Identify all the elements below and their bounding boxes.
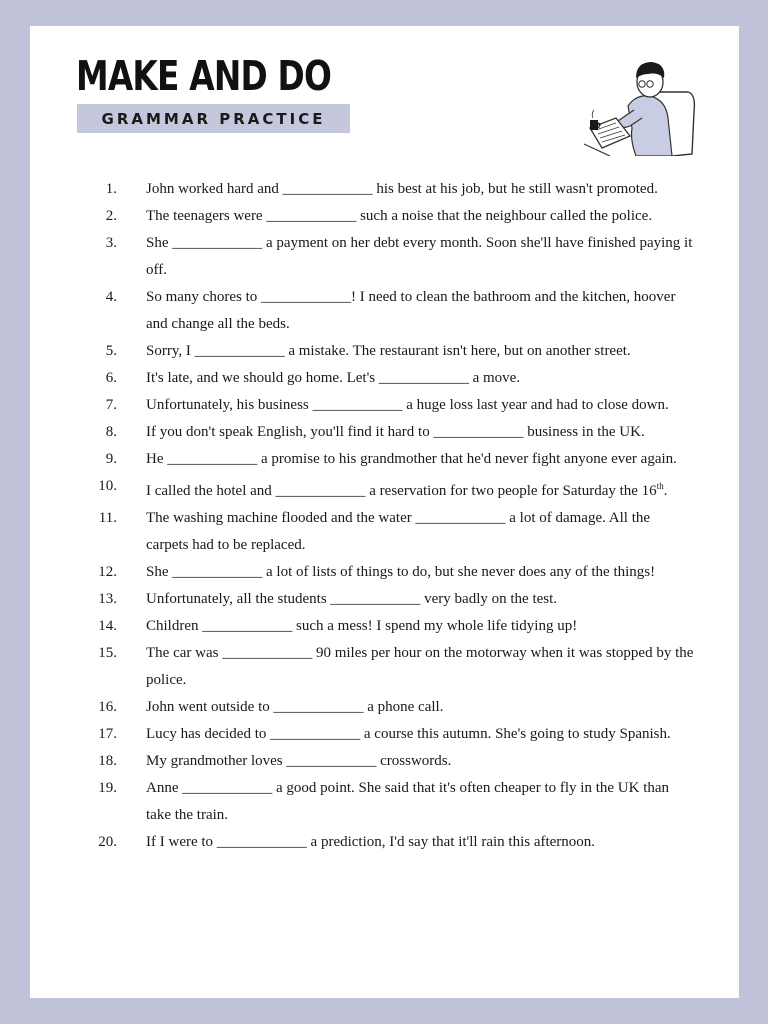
question-item [86, 505, 696, 559]
question-text [146, 559, 696, 586]
question-item [86, 473, 696, 505]
question-text [146, 748, 696, 775]
question-sentence: John went outside to ____________ a phone call. [146, 699, 444, 715]
question-sentence: She ____________ a payment on her debt every month. Soon she'll have finished paying it off. [146, 235, 693, 278]
question-text [146, 694, 696, 721]
question-sentence: He ____________ a promise to his grandmother that he'd never fight anyone ever again. [146, 451, 677, 467]
question-text [146, 640, 696, 694]
question-item [86, 338, 696, 365]
question-text [146, 613, 696, 640]
question-number: 15. [98, 645, 117, 661]
subtitle-banner [77, 104, 350, 133]
question-sentence: My grandmother loves ____________ crosswords. [146, 753, 452, 769]
question-text [146, 176, 696, 203]
question-sentence: Sorry, I ____________ a mistake. The restaurant isn't here, but on another street. [146, 343, 631, 359]
question-item [86, 694, 696, 721]
question-number: 4. [105, 289, 117, 305]
question-number: 14. [98, 618, 117, 634]
question-sentence: Anne ____________ a good point. She said that it's often cheaper to fly in the UK than take the train. [146, 780, 670, 823]
question-item [86, 586, 696, 613]
question-item [86, 829, 696, 856]
question-sentence: If you don't speak English, you'll find it hard to ____________ business in the UK. [146, 424, 645, 440]
question-number: 19. [98, 780, 117, 796]
question-number: 13. [98, 591, 117, 607]
question-text [146, 230, 696, 284]
question-sentence: Lucy has decided to ____________ a course this autumn. She's going to study Spanish. [146, 726, 671, 742]
question-text [146, 586, 696, 613]
question-item [86, 176, 696, 203]
question-item [86, 640, 696, 694]
question-sentence: It's late, and we should go home. Let's ____________ a move. [146, 370, 521, 386]
question-text [146, 473, 696, 505]
question-sentence: Children ____________ such a mess! I spend my whole life tidying up! [146, 618, 578, 634]
question-number: 17. [98, 726, 117, 742]
worksheet-page [30, 26, 739, 998]
question-sentence: The washing machine flooded and the water ____________ a lot of damage. All the carpets had to be replaced. [146, 510, 651, 553]
question-sentence: If I were to ____________ a prediction, I'd say that it'll rain this afternoon. [146, 834, 596, 850]
question-item [86, 230, 696, 284]
question-number: 9. [105, 451, 117, 467]
question-number: 5. [105, 343, 117, 359]
question-item [86, 284, 696, 338]
question-text [146, 446, 696, 473]
question-text [146, 392, 696, 419]
question-item [86, 721, 696, 748]
question-item [86, 748, 696, 775]
question-text [146, 365, 696, 392]
question-number: 10. [98, 478, 117, 494]
question-number: 20. [98, 834, 117, 850]
question-number: 8. [105, 424, 117, 440]
question-number: 16. [98, 699, 117, 715]
question-sentence: Unfortunately, all the students ____________ very badly on the test. [146, 591, 558, 607]
question-number: 12. [98, 564, 117, 580]
question-item [86, 559, 696, 586]
question-text [146, 505, 696, 559]
question-number: 3. [105, 235, 117, 251]
question-number: 2. [105, 208, 117, 224]
question-sentence: So many chores to ____________! I need to clean the bathroom and the kitchen, hoover and change all the beds. [146, 289, 676, 332]
question-item [86, 419, 696, 446]
question-text [146, 338, 696, 365]
question-number: 1. [105, 181, 117, 197]
question-sentence: The car was ____________ 90 miles per hour on the motorway when it was stopped by the police. [146, 645, 694, 688]
question-number: 7. [105, 397, 117, 413]
worksheet-title: MAKE AND DO [76, 52, 332, 100]
question-text [146, 775, 696, 829]
question-text [146, 419, 696, 446]
question-list [86, 176, 696, 856]
question-sentence: Unfortunately, his business ____________ a huge loss last year and had to close down. [146, 397, 669, 413]
question-text [146, 721, 696, 748]
question-item [86, 365, 696, 392]
question-item [86, 203, 696, 230]
question-item [86, 775, 696, 829]
question-item [86, 613, 696, 640]
question-text [146, 203, 696, 230]
ordinal-suffix: th [656, 481, 664, 491]
person-reading-illustration-icon [550, 44, 700, 156]
question-number: 6. [105, 370, 117, 386]
question-sentence-end: . [663, 483, 668, 499]
question-number: 18. [98, 753, 117, 769]
question-item [86, 392, 696, 419]
question-sentence: She ____________ a lot of lists of things to do, but she never does any of the things! [146, 564, 656, 580]
question-text [146, 829, 696, 856]
question-text [146, 284, 696, 338]
question-sentence: I called the hotel and ____________ a reservation for two people for Saturday the 16 [146, 483, 657, 499]
worksheet-subtitle: GRAMMAR PRACTICE [101, 109, 326, 128]
question-sentence: John worked hard and ____________ his best at his job, but he still wasn't promoted. [146, 181, 658, 197]
question-item [86, 446, 696, 473]
question-sentence: The teenagers were ____________ such a noise that the neighbour called the police. [146, 208, 653, 224]
question-number: 11. [98, 510, 117, 526]
